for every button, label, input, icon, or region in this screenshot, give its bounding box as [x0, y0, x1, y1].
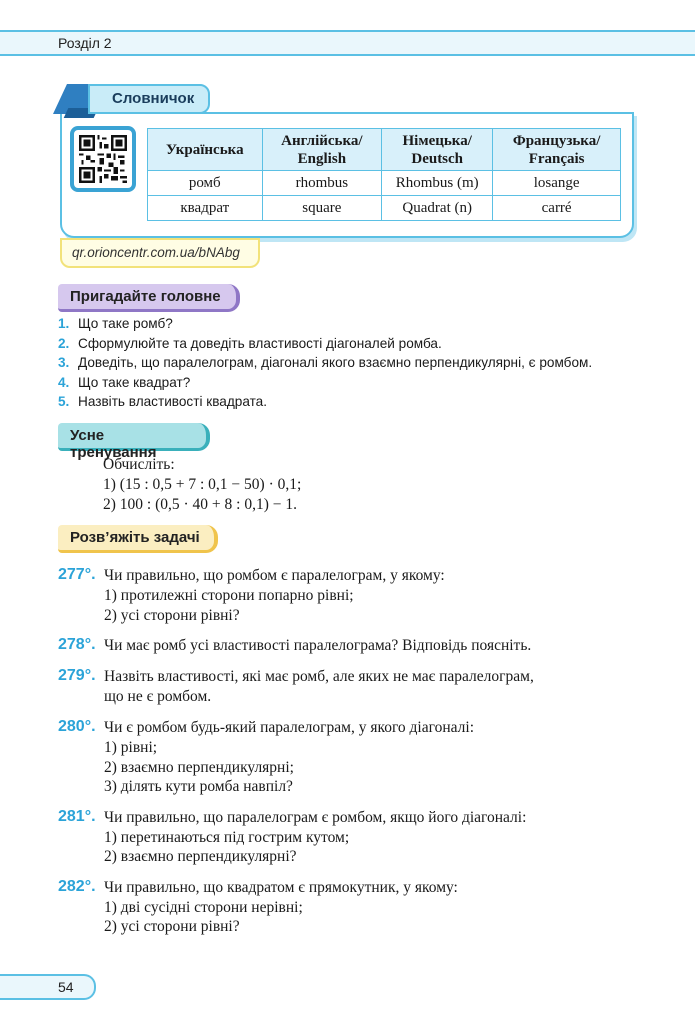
problem-number: 278°.: [58, 636, 96, 653]
glossary-tab: [60, 84, 210, 114]
list-item: 4. Що таке квадрат?: [58, 374, 191, 390]
table-cell: ромб: [148, 171, 263, 196]
tasks-section-title: Розв’яжіть задачі: [58, 525, 218, 553]
problem-281: [58, 808, 658, 867]
problem-option: 1) протилежні сторони попарно рівні;: [104, 587, 354, 604]
col-header: Українська: [148, 129, 263, 171]
oral-line: Обчисліть:: [103, 456, 175, 473]
problem-text: що не є ромбом.: [104, 688, 212, 705]
col-header: Французька/ Français: [493, 129, 621, 171]
problem-option: 3) ділять кути ромба навпіл?: [104, 778, 293, 795]
table-row: [148, 171, 621, 196]
problem-277: [58, 566, 658, 625]
table-cell: квадрат: [148, 196, 263, 221]
problem-option: 1) перетинаються під гострим кутом;: [104, 828, 350, 846]
problem-text: Чи має ромб усі властивості паралелограма? Відповідь поясніть.: [104, 637, 532, 654]
col-header: Англійська/ English: [262, 129, 382, 171]
glossary-header-row: [148, 129, 621, 171]
problem-option: 2) усі сторони рівні?: [104, 918, 240, 935]
list-item: 1. Що таке ромб?: [58, 316, 173, 331]
problem-282: [58, 878, 658, 937]
remind-section-title: Пригадайте головне: [58, 284, 240, 312]
table-cell: Rhombus (m): [382, 171, 493, 196]
problem-text: Назвіть властивості, які має ромб, але яких не має паралелограм,: [104, 668, 534, 685]
col-header: Німецька/ Deutsch: [382, 129, 493, 171]
problem-text: Чи правильно, що квадратом є прямокутник, у якому:: [104, 878, 458, 896]
table-cell: square: [262, 196, 382, 221]
table-row: [148, 196, 621, 221]
problem-text: Чи правильно, що ромбом є паралелограм, у якому:: [104, 567, 445, 584]
chapter-title: Розділ 2: [58, 35, 112, 51]
oral-section-title: Усне тренування: [58, 423, 210, 451]
problem-279: [58, 667, 658, 707]
qr-code-icon[interactable]: [70, 126, 136, 192]
problem-option: 2) взаємно перпендикулярні?: [104, 848, 297, 865]
page-number: 54: [58, 979, 74, 995]
problem-text: Чи правильно, що паралелограм є ромбом, якщо його діагоналі:: [104, 808, 527, 826]
oral-line: 2) 100 : (0,5 · 40 + 8 : 0,1) − 1.: [103, 496, 297, 513]
problem-option: 1) дві сусідні сторони нерівні;: [104, 898, 303, 916]
oral-line: 1) (15 : 0,5 + 7 : 0,1 − 50) · 0,1;: [103, 476, 302, 493]
problem-option: 2) усі сторони рівні?: [104, 606, 240, 624]
chapter-header: [0, 30, 695, 56]
table-cell: losange: [493, 171, 621, 196]
problem-option: 2) взаємно перпендикулярні;: [104, 758, 294, 776]
problem-number: 277°.: [58, 566, 96, 583]
glossary-table: [147, 128, 621, 221]
problem-number: 281°.: [58, 807, 96, 825]
problem-278: [58, 636, 658, 656]
table-cell: Quadrat (n): [382, 196, 493, 221]
remind-list: [58, 316, 658, 414]
problem-number: 280°.: [58, 718, 96, 735]
glossary-title: Словничок: [88, 84, 210, 114]
page-footer: [0, 974, 96, 1000]
problem-number: 282°.: [58, 877, 96, 895]
problem-280: [58, 718, 658, 797]
problem-text: Чи є ромбом будь-який паралелограм, у якого діагоналі:: [104, 719, 475, 736]
problem-number: 279°.: [58, 667, 96, 684]
table-cell: rhombus: [262, 171, 382, 196]
list-item: 2. Сформулюйте та доведіть властивості діагоналей ромба.: [58, 335, 442, 351]
list-item: 5. Назвіть властивості квадрата.: [58, 394, 267, 409]
problem-option: 1) рівні;: [104, 739, 158, 756]
problem-list: [58, 566, 658, 948]
qr-link[interactable]: qr.orioncentr.com.ua/bNAbg: [60, 238, 260, 268]
oral-exercise: [103, 456, 301, 516]
list-item: 3. Доведіть, що паралелограм, діагоналі якого взаємно перпендикулярні, є ромбом.: [58, 355, 593, 370]
table-cell: carré: [493, 196, 621, 221]
